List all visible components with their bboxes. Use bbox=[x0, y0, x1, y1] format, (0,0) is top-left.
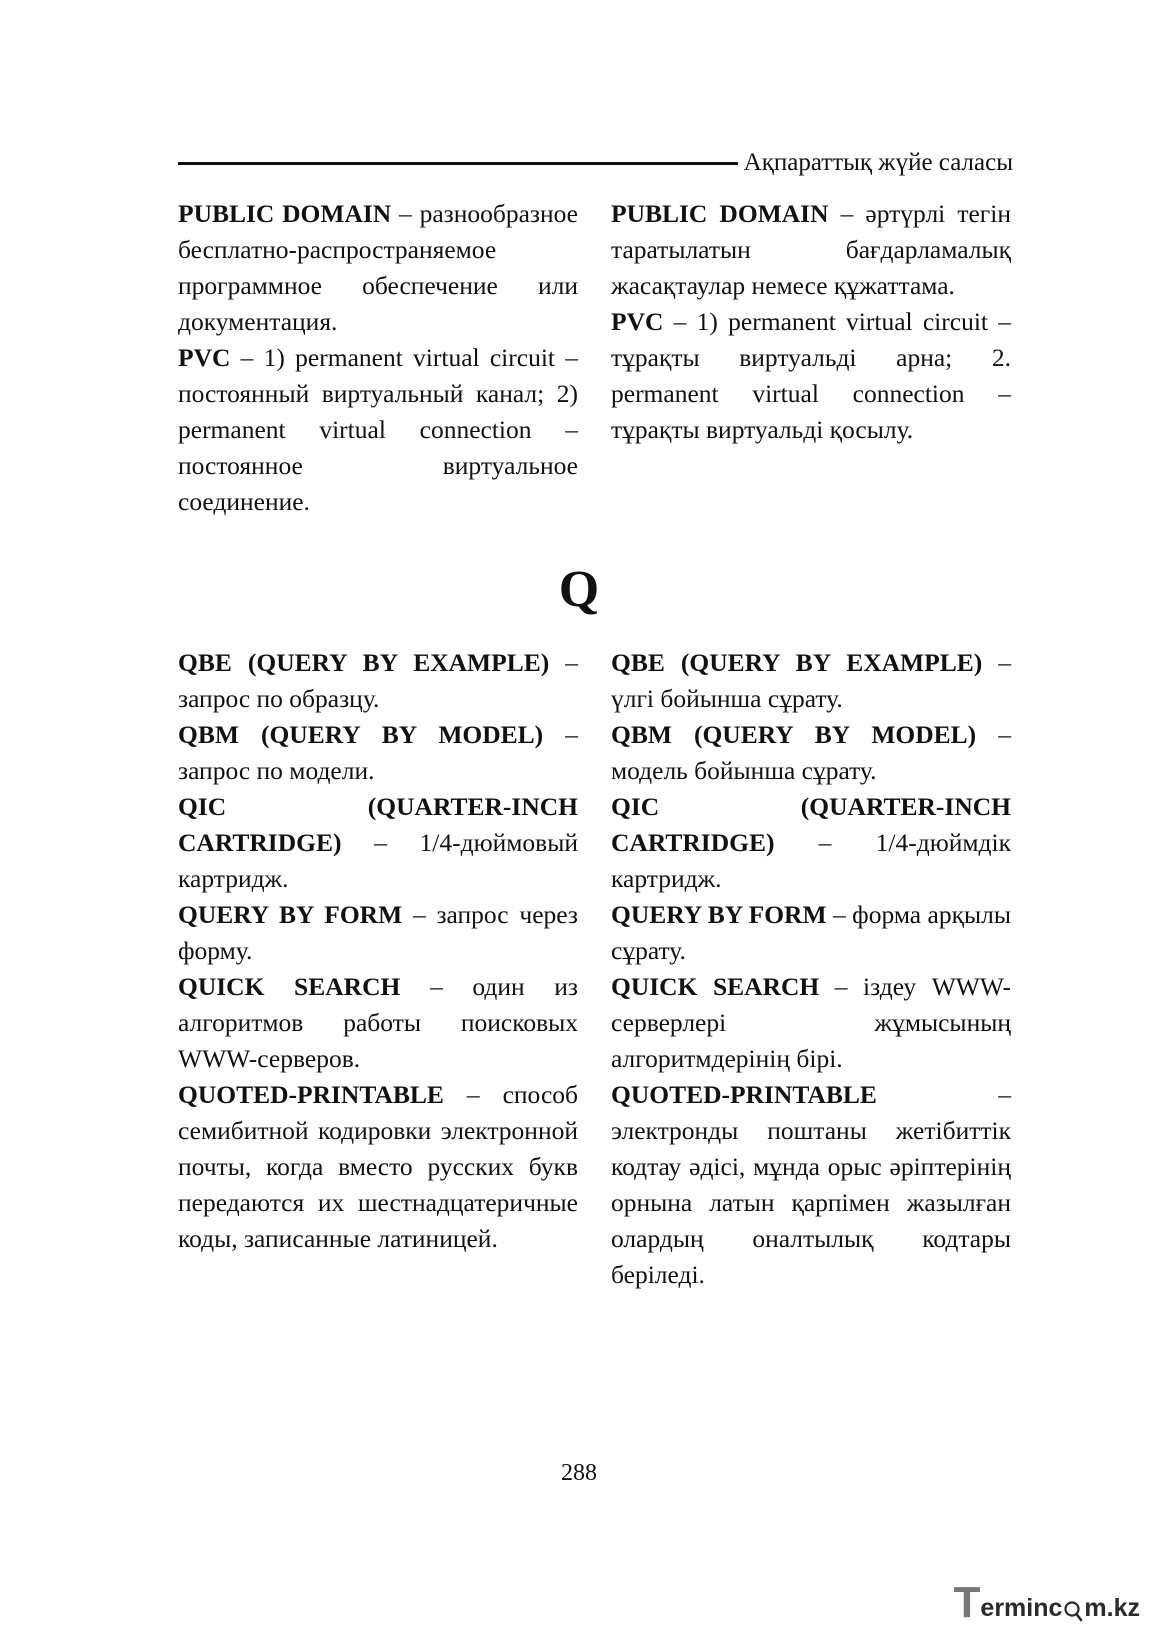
entry-term: PVC bbox=[178, 343, 231, 372]
entry-term: QBM (QUERY BY MODEL) bbox=[611, 720, 977, 749]
entry-definition: – форма арқылы сұрату. bbox=[611, 900, 1011, 965]
watermark-text-end: m.kz bbox=[1084, 1594, 1140, 1622]
entry-term: QIC (QUARTER-INCH CARTRIDGE) bbox=[611, 792, 1011, 857]
left-column-bottom bbox=[178, 645, 578, 1257]
entry-term: QUERY BY FORM bbox=[178, 900, 403, 929]
entry bbox=[178, 717, 578, 789]
entry bbox=[178, 789, 578, 897]
entry-term: PUBLIC DOMAIN bbox=[611, 199, 829, 228]
entry-term: QBE (QUERY BY EXAMPLE) bbox=[611, 648, 983, 677]
watermark-initial: T bbox=[953, 1578, 981, 1627]
running-header bbox=[178, 146, 1013, 180]
entry bbox=[178, 969, 578, 1077]
entry-term: QUICK SEARCH bbox=[178, 972, 401, 1001]
entry-term: QBM (QUERY BY MODEL) bbox=[178, 720, 544, 749]
entry bbox=[611, 717, 1011, 789]
entry-definition: – үлгі бойынша сұрату. bbox=[611, 648, 1011, 713]
entry bbox=[178, 1077, 578, 1257]
header-rule bbox=[178, 162, 738, 165]
site-watermark bbox=[953, 1578, 1140, 1627]
entry bbox=[178, 196, 578, 340]
entry-definition: – 1) permanent virtual circuit – постоянный виртуальный канал; 2) permanent virtual connection – постоянное виртуальное соединение. bbox=[178, 343, 578, 516]
entry bbox=[178, 340, 578, 520]
entry-term: QUOTED-PRINTABLE bbox=[611, 1080, 877, 1109]
entry bbox=[611, 196, 1011, 304]
entry-definition: – один из алгоритмов работы поисковых WWW-серверов. bbox=[178, 972, 578, 1073]
entry-term: QBE (QUERY BY EXAMPLE) bbox=[178, 648, 550, 677]
right-column-bottom bbox=[611, 645, 1011, 1293]
entry bbox=[178, 897, 578, 969]
entry bbox=[611, 1077, 1011, 1293]
entry-definition: – 1/4-дюймдік картридж. bbox=[611, 828, 1011, 893]
section-letter: Q bbox=[558, 561, 600, 618]
header-title: Ақпараттық жүйе саласы bbox=[743, 149, 1013, 176]
entry-definition: – 1) permanent virtual circuit – тұрақты виртуальді арна; 2. permanent virtual connection – тұрақты виртуальді қосылу. bbox=[611, 307, 1011, 444]
entry bbox=[611, 897, 1011, 969]
entry bbox=[611, 304, 1011, 448]
entry-definition: – запрос по модели. bbox=[178, 720, 579, 785]
entry-definition: – запрос через форму. bbox=[178, 900, 578, 965]
entry bbox=[611, 789, 1011, 897]
entry-term: PUBLIC DOMAIN bbox=[178, 199, 392, 228]
entry bbox=[611, 969, 1011, 1077]
entry-definition: – запрос по образцу. bbox=[178, 648, 578, 713]
entry-definition: – модель бойынша сұрату. bbox=[611, 720, 1012, 785]
entry-definition: – іздеу WWW-серверлері жұмысының алгоритмдерінің бірі. bbox=[611, 972, 1011, 1073]
entry-definition: – әртүрлі тегін таратылатын бағдарламалық жасақтаулар немесе құжаттама. bbox=[611, 199, 1011, 300]
entry-term: QIC (QUARTER-INCH CARTRIDGE) bbox=[178, 792, 578, 857]
entry-term: QUOTED-PRINTABLE bbox=[178, 1080, 444, 1109]
entry-definition: – 1/4-дюймовый картридж. bbox=[178, 828, 578, 893]
entry-term: PVC bbox=[611, 307, 664, 336]
entry bbox=[611, 645, 1011, 717]
entry-term: QUERY BY FORM bbox=[611, 900, 827, 929]
entry bbox=[178, 645, 578, 717]
entry-definition: –электронды поштаны жетібиттік кодтау әдісі, мұнда орыс әріптерінің орнына латын қарпімен жазылған олардың оналтылық кодтары беріледі. bbox=[611, 1080, 1011, 1289]
watermark-text-start: erminc bbox=[980, 1594, 1063, 1622]
magnifier-icon bbox=[1063, 1597, 1083, 1623]
left-column-top bbox=[178, 196, 578, 520]
entry-definition: – разнообразное бесплатно-распространяемое программное обеспечение или документация. bbox=[178, 199, 578, 336]
entry-term: QUICK SEARCH bbox=[611, 972, 820, 1001]
right-column-top bbox=[611, 196, 1011, 448]
entry-definition: – способ семибитной кодировки электронной почты, когда вместо русских букв передаются их шестнадцатеричные коды, записанные латиницей. bbox=[178, 1080, 578, 1253]
page-number: 288 bbox=[561, 1460, 597, 1486]
